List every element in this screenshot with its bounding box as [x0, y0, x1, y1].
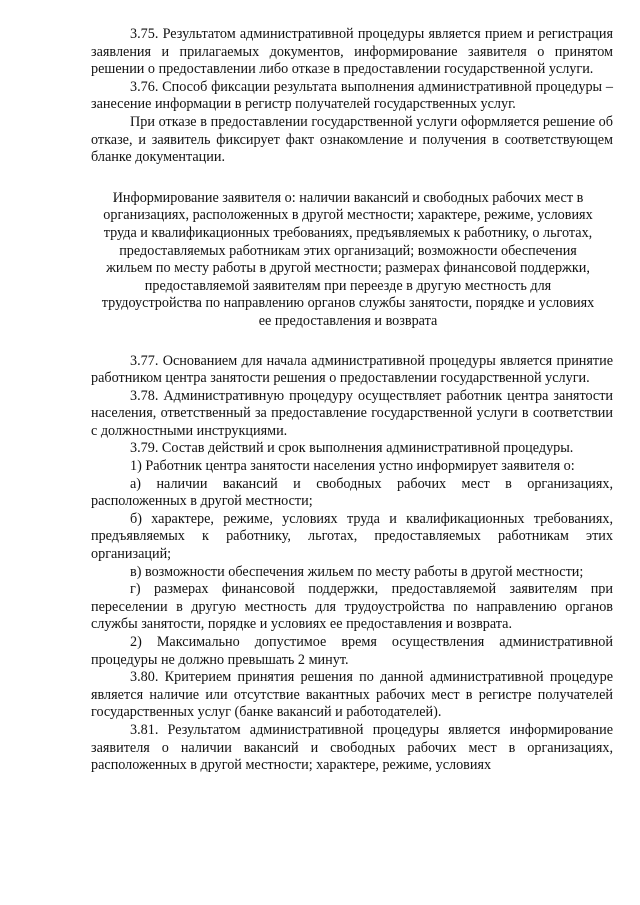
paragraph-3-81: 3.81. Результатом административной процедуры является информирование заявителя о наличии вакансий и свободных рабочих мест в организациях, расположенных в другой местности; характере, режиме, условиях [91, 721, 613, 774]
paragraph-3-80: 3.80. Критерием принятия решения по данной административной процедуре является наличие или отсутствие вакантных рабочих мест в регистре получателей государственных услуг (банке вакансий и работодателей). [91, 669, 613, 721]
paragraph-3-76: 3.76. Способ фиксации результата выполнения административной процедуры – занесение информации в регистр получателей государственных услуг. [91, 78, 613, 113]
paragraph-3-78: 3.78. Административную процедуру осуществляет работник центра занятости населения, ответственный за предоставление государственной услуги в соответствии с должностными инструкциями. [91, 387, 613, 439]
paragraph-3-79: 3.79. Состав действий и срок выполнения административной процедуры. [130, 440, 574, 457]
paragraph-3-77: 3.77. Основанием для начала административной процедуры является принятие работником центра занятости решения о предоставлении государственной услуги. [91, 352, 613, 387]
paragraph-3-75: 3.75. Результатом административной процедуры является прием и регистрация заявления и прилагаемых документов, информирование заявителя о принятом решении о предоставлении либо отказе в предоставлении государственной услуги. [91, 26, 613, 78]
paragraph-max-time: 2) Максимально допустимое время осуществления административной процедуры не должно превышать 2 минут. [91, 634, 613, 668]
paragraph-refusal: При отказе в предоставлении государственной услуги оформляется решение об отказе, и заявитель фиксирует факт ознакомление и получения в соответствующем бланке документации. [91, 113, 613, 166]
document-page [91, 26, 613, 775]
list-item-v: в) возможности обеспечения жильем по месту работы в другой местности; [130, 563, 584, 580]
list-item-g: г) размерах финансовой поддержки, предоставляемой заявителям при переселении в другую местность для трудоустройства по направлению органов службы занятости, порядке и условиях ее предоставления и возврата. [91, 581, 613, 633]
list-intro: 1) Работник центра занятости населения устно информирует заявителя о: [130, 458, 575, 475]
list-item-b: б) характере, режиме, условиях труда и квалификационных требованиях, предъявляемых к работнику, льготах, предоставляемых работникам этих организаций; [91, 510, 613, 563]
section-heading: Информирование заявителя о: наличии вакансий и свободных рабочих мест в организациях, расположенных в другой местности; характере, режиме, условиях труда и квалификационных требованиях, предъявляемых к работнику, о льготах, предоставляемых работникам этих организаций; возможности обеспечения жильем по месту работы в другой местности; размерах финансовой поддержки, предоставляемой заявителям при переезде в другую местность для трудоустройства по направлению органов службы занятости, порядке и условиях ее предоставления и возврата [101, 189, 595, 329]
list-item-a: а) наличии вакансий и свободных рабочих мест в организациях, расположенных в другой местности; [91, 475, 613, 510]
